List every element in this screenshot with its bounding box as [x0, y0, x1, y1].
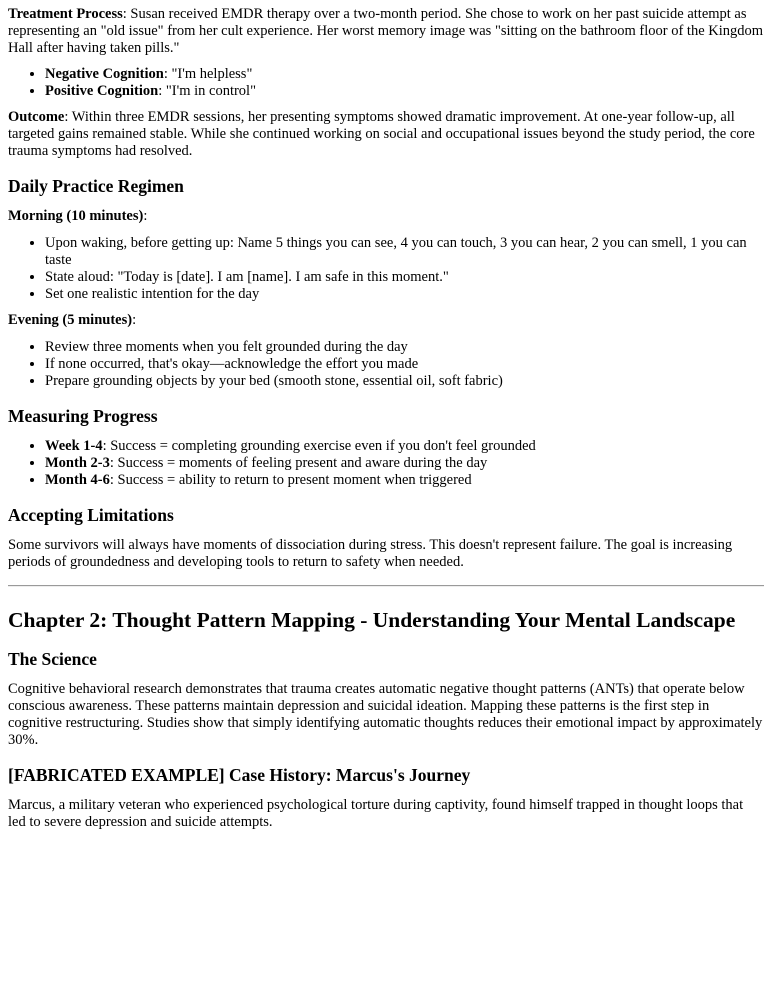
- progress-list: [8, 438, 764, 489]
- list-item: [45, 438, 764, 455]
- list-item: • If none occurred, that's okay—acknowledge the effort you made: [45, 356, 764, 373]
- evening-heading: [8, 312, 764, 329]
- progress-text: : Success = completing grounding exercise even if you don't feel grounded: [102, 438, 536, 454]
- list-item: [45, 66, 764, 83]
- progress-text: : Success = moments of feeling present and aware during the day: [109, 455, 488, 471]
- list-item: [45, 472, 764, 489]
- cognition-label: Positive Cognition: [45, 83, 159, 99]
- limitations-paragraph: Some survivors will always have moments of dissociation during stress. This doesn't represent failure. The goal is increasing periods of groundedness and developing tools to return to safety when needed.: [8, 537, 733, 570]
- science-paragraph: Cognitive behavioral research demonstrates that trauma creates automatic negative thought patterns (ANTs) that operate below conscious awareness. These patterns maintain depression and suicidal ideation. Mapping these patterns is the first step in cognitive restructuring. Studies show that simply identifying automatic thoughts reduces their emotional impact by approximately 30%.: [8, 681, 763, 748]
- outcome-paragraph: [8, 109, 764, 160]
- evening-label: Evening (5 minutes): [8, 312, 133, 328]
- outcome-label: Outcome: [8, 109, 65, 125]
- evening-list: [8, 339, 764, 390]
- cognition-text: : "I'm helpless": [163, 66, 253, 82]
- case-history-heading: [FABRICATED EXAMPLE] Case History: Marcus's Journey: [8, 765, 471, 785]
- progress-text: : Success = ability to return to present moment when triggered: [109, 472, 472, 488]
- list-item: [45, 455, 764, 472]
- evening-suffix: :: [132, 312, 137, 328]
- measuring-progress-heading: Measuring Progress: [8, 406, 158, 426]
- chapter-title: Chapter 2: Thought Pattern Mapping - Understanding Your Mental Landscape: [8, 608, 736, 632]
- morning-list: [8, 235, 764, 303]
- science-heading: The Science: [8, 649, 97, 669]
- morning-label: Morning (10 minutes): [8, 208, 144, 224]
- progress-label: Week 1-4: [45, 438, 103, 454]
- treatment-label: Treatment Process: [8, 6, 123, 22]
- cognition-text: : "I'm in control": [158, 83, 256, 99]
- list-item: [45, 83, 764, 100]
- morning-heading: [8, 208, 764, 225]
- morning-suffix: :: [143, 208, 148, 224]
- list-item: • Upon waking, before getting up: Name 5 things you can see, 4 you can touch, 3 you can hear, 2 you can smell, 1 you can taste: [45, 235, 764, 269]
- case-history-paragraph: Marcus, a military veteran who experienced psychological torture during captivity, found himself trapped in thought loops that led to severe depression and suicide attempts.: [8, 797, 744, 830]
- list-item: • State aloud: "Today is [date]. I am [name]. I am safe in this moment.": [45, 269, 764, 286]
- list-item: • Review three moments when you felt grounded during the day: [45, 339, 764, 356]
- progress-label: Month 2-3: [45, 455, 110, 471]
- outcome-text: : Within three EMDR sessions, her presenting symptoms showed dramatic improvement. At one-year follow-up, all targeted gains remained stable. While she continued working on social and occupational issues beyond the study period, the core trauma symptoms had resolved.: [8, 109, 755, 159]
- list-item: • Prepare grounding objects by your bed (smooth stone, essential oil, soft fabric): [45, 373, 764, 390]
- accepting-limitations-heading: Accepting Limitations: [8, 505, 174, 525]
- daily-practice-heading: Daily Practice Regimen: [8, 176, 184, 196]
- list-item: • Set one realistic intention for the day: [45, 286, 764, 303]
- section-divider: [8, 585, 764, 587]
- cognition-label: Negative Cognition: [45, 66, 164, 82]
- treatment-paragraph: [8, 6, 764, 57]
- progress-label: Month 4-6: [45, 472, 110, 488]
- treatment-text: : Susan received EMDR therapy over a two-month period. She chose to work on her past suicide attempt as representing an "old issue" from her cult experience. Her worst memory image was "sitting on the bathroom floor of the Kingdom Hall after having taken pills.": [8, 6, 764, 56]
- cognition-list: [8, 66, 764, 100]
